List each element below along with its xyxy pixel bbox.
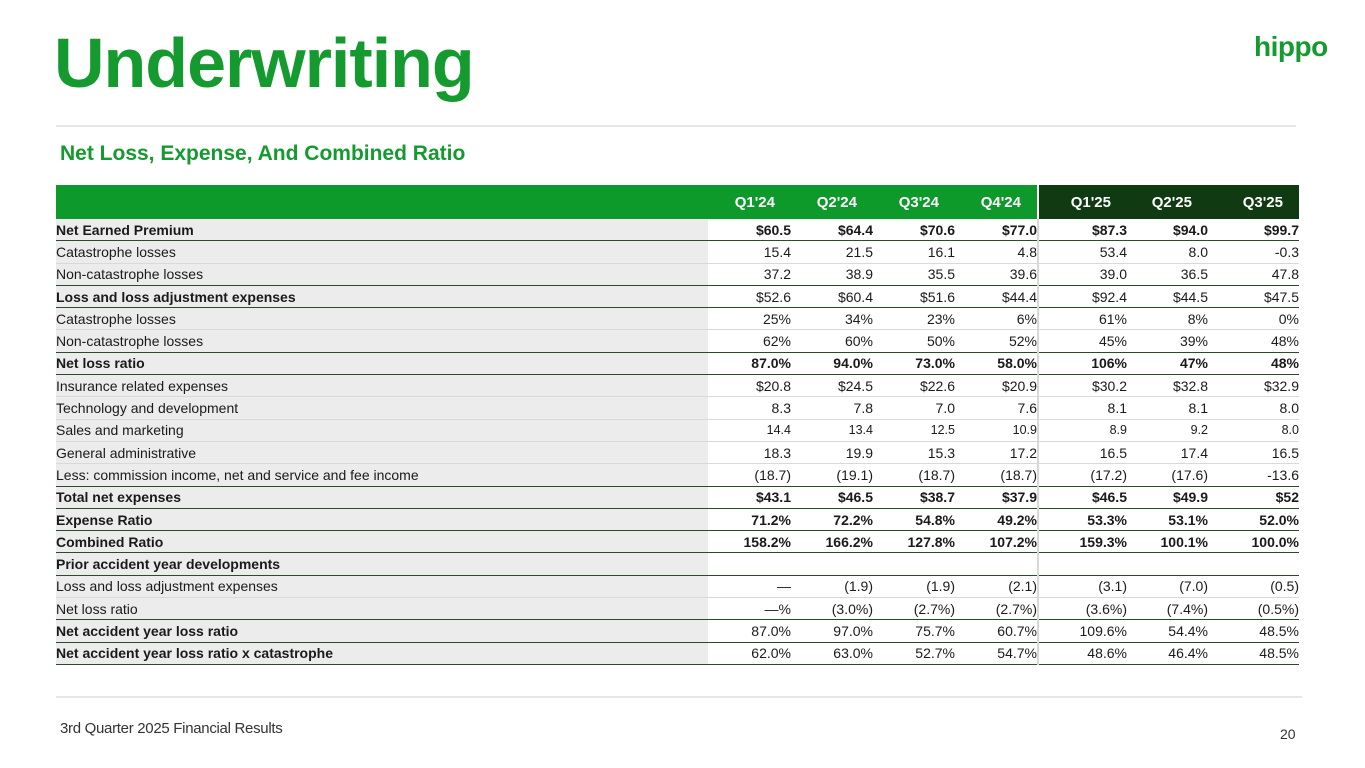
column-header: Q3'25 [1208, 185, 1299, 219]
value-cell: 48% [1208, 352, 1299, 374]
value-cell: 71.2% [708, 508, 791, 530]
row-label: Sales and marketing [56, 419, 708, 441]
value-cell: 18.3 [708, 441, 791, 463]
value-cell: 19.9 [791, 441, 873, 463]
row-label: Prior accident year developments [56, 553, 708, 575]
table-row [56, 397, 1299, 419]
value-cell: 10.9 [955, 419, 1038, 441]
value-cell: (1.9) [873, 575, 955, 597]
row-label: Insurance related expenses [56, 375, 708, 397]
table-row [56, 375, 1299, 397]
value-cell: 72.2% [791, 508, 873, 530]
table-row [56, 441, 1299, 463]
value-cell: $44.5 [1127, 285, 1208, 307]
value-cell: 8.1 [1127, 397, 1208, 419]
value-cell: (0.5) [1208, 575, 1299, 597]
value-cell: $52 [1208, 486, 1299, 508]
table-row [56, 575, 1299, 597]
value-cell: $46.5 [1038, 486, 1127, 508]
row-label: Non-catastrophe losses [56, 263, 708, 285]
table-row [56, 486, 1299, 508]
value-cell: 107.2% [955, 531, 1038, 553]
table-row [56, 308, 1299, 330]
table-row [56, 553, 1299, 575]
value-cell [791, 553, 873, 575]
value-cell: (2.1) [955, 575, 1038, 597]
table-row [56, 508, 1299, 530]
table-header-row [56, 185, 1299, 219]
value-cell: (7.4%) [1127, 598, 1208, 620]
row-label: Net loss ratio [56, 598, 708, 620]
row-label: Combined Ratio [56, 531, 708, 553]
section-subtitle: Net Loss, Expense, And Combined Ratio [60, 142, 466, 165]
value-cell: 37.2 [708, 263, 791, 285]
table-row [56, 598, 1299, 620]
value-cell: 48% [1208, 330, 1299, 352]
row-label: Loss and loss adjustment expenses [56, 575, 708, 597]
value-cell: 8.3 [708, 397, 791, 419]
value-cell: (19.1) [791, 464, 873, 486]
value-cell: 45% [1038, 330, 1127, 352]
value-cell [1127, 553, 1208, 575]
value-cell: 14.4 [708, 419, 791, 441]
value-cell: 62% [708, 330, 791, 352]
value-cell: 38.9 [791, 263, 873, 285]
value-cell: -13.6 [1208, 464, 1299, 486]
value-cell: 94.0% [791, 352, 873, 374]
value-cell: 60% [791, 330, 873, 352]
value-cell: 48.5% [1208, 620, 1299, 642]
value-cell: 106% [1038, 352, 1127, 374]
value-cell: 54.8% [873, 508, 955, 530]
column-header: Q1'25 [1038, 185, 1127, 219]
value-cell: 50% [873, 330, 955, 352]
value-cell: 53.3% [1038, 508, 1127, 530]
value-cell: $32.9 [1208, 375, 1299, 397]
value-cell: $70.6 [873, 219, 955, 241]
value-cell: 8.9 [1038, 419, 1127, 441]
value-cell: 48.5% [1208, 642, 1299, 664]
value-cell: 7.8 [791, 397, 873, 419]
value-cell: 34% [791, 308, 873, 330]
value-cell [1038, 553, 1127, 575]
value-cell: 16.5 [1038, 441, 1127, 463]
value-cell: $44.4 [955, 285, 1038, 307]
value-cell: (3.0%) [791, 598, 873, 620]
value-cell: 35.5 [873, 263, 955, 285]
value-cell: 100.1% [1127, 531, 1208, 553]
value-cell: (0.5%) [1208, 598, 1299, 620]
value-cell: 159.3% [1038, 531, 1127, 553]
value-cell: 23% [873, 308, 955, 330]
value-cell: $46.5 [791, 486, 873, 508]
value-cell: 17.4 [1127, 441, 1208, 463]
table-row [56, 330, 1299, 352]
table-row [56, 263, 1299, 285]
value-cell [1208, 553, 1299, 575]
value-cell: 12.5 [873, 419, 955, 441]
value-cell: 62.0% [708, 642, 791, 664]
value-cell: -0.3 [1208, 241, 1299, 263]
value-cell: 54.7% [955, 642, 1038, 664]
table-row [56, 419, 1299, 441]
value-cell: 8% [1127, 308, 1208, 330]
value-cell: 87.0% [708, 352, 791, 374]
value-cell: 97.0% [791, 620, 873, 642]
value-cell: 36.5 [1127, 263, 1208, 285]
value-cell: 127.8% [873, 531, 955, 553]
row-label: Net loss ratio [56, 352, 708, 374]
value-cell: 75.7% [873, 620, 955, 642]
value-cell: 8.0 [1127, 241, 1208, 263]
value-cell: $49.9 [1127, 486, 1208, 508]
value-cell: $64.4 [791, 219, 873, 241]
value-cell: (18.7) [708, 464, 791, 486]
row-label: Less: commission income, net and service and fee income [56, 464, 708, 486]
value-cell: $94.0 [1127, 219, 1208, 241]
page-title: Underwriting [54, 24, 474, 102]
table-row [56, 285, 1299, 307]
value-cell: $52.6 [708, 285, 791, 307]
value-cell: 16.1 [873, 241, 955, 263]
table-row [56, 219, 1299, 241]
row-label: Catastrophe losses [56, 308, 708, 330]
value-cell: 39.6 [955, 263, 1038, 285]
value-cell: (3.6%) [1038, 598, 1127, 620]
value-cell: 13.4 [791, 419, 873, 441]
value-cell: 60.7% [955, 620, 1038, 642]
value-cell: 87.0% [708, 620, 791, 642]
table-row [56, 464, 1299, 486]
value-cell: $87.3 [1038, 219, 1127, 241]
value-cell: 6% [955, 308, 1038, 330]
row-label: General administrative [56, 441, 708, 463]
value-cell: 16.5 [1208, 441, 1299, 463]
value-cell: $20.9 [955, 375, 1038, 397]
value-cell [955, 553, 1038, 575]
row-label: Expense Ratio [56, 508, 708, 530]
value-cell: $77.0 [955, 219, 1038, 241]
value-cell: 53.1% [1127, 508, 1208, 530]
value-cell: (18.7) [873, 464, 955, 486]
value-cell: 15.3 [873, 441, 955, 463]
value-cell: 109.6% [1038, 620, 1127, 642]
value-cell: $43.1 [708, 486, 791, 508]
value-cell: 7.0 [873, 397, 955, 419]
value-cell: (1.9) [791, 575, 873, 597]
value-cell: 52% [955, 330, 1038, 352]
value-cell: 158.2% [708, 531, 791, 553]
value-cell: 49.2% [955, 508, 1038, 530]
table-row [56, 642, 1299, 664]
value-cell: 47% [1127, 352, 1208, 374]
value-cell: —% [708, 598, 791, 620]
row-label: Net accident year loss ratio [56, 620, 708, 642]
top-divider [56, 125, 1296, 127]
value-cell: $20.8 [708, 375, 791, 397]
row-label: Non-catastrophe losses [56, 330, 708, 352]
value-cell: 48.6% [1038, 642, 1127, 664]
value-cell: 25% [708, 308, 791, 330]
value-cell: 17.2 [955, 441, 1038, 463]
value-cell: (18.7) [955, 464, 1038, 486]
row-label: Net Earned Premium [56, 219, 708, 241]
value-cell: (2.7%) [955, 598, 1038, 620]
row-label: Net accident year loss ratio x catastrophe [56, 642, 708, 664]
financial-table [56, 185, 1299, 665]
value-cell: 166.2% [791, 531, 873, 553]
value-cell: — [708, 575, 791, 597]
value-cell: $32.8 [1127, 375, 1208, 397]
value-cell: (17.2) [1038, 464, 1127, 486]
hippo-logo: hippo [1254, 31, 1328, 62]
value-cell: 8.1 [1038, 397, 1127, 419]
value-cell: 58.0% [955, 352, 1038, 374]
row-label: Total net expenses [56, 486, 708, 508]
value-cell: 8.0 [1208, 397, 1299, 419]
header-label-cell [56, 185, 708, 219]
column-header: Q2'24 [791, 185, 873, 219]
value-cell: 39% [1127, 330, 1208, 352]
value-cell [708, 553, 791, 575]
value-cell: 0% [1208, 308, 1299, 330]
value-cell: 54.4% [1127, 620, 1208, 642]
value-cell: $30.2 [1038, 375, 1127, 397]
row-label: Technology and development [56, 397, 708, 419]
value-cell: 21.5 [791, 241, 873, 263]
value-cell: $60.4 [791, 285, 873, 307]
value-cell: 63.0% [791, 642, 873, 664]
value-cell: $24.5 [791, 375, 873, 397]
value-cell: 15.4 [708, 241, 791, 263]
row-label: Catastrophe losses [56, 241, 708, 263]
value-cell: 61% [1038, 308, 1127, 330]
footer-text: 3rd Quarter 2025 Financial Results [60, 720, 283, 737]
value-cell: 4.8 [955, 241, 1038, 263]
table-row [56, 352, 1299, 374]
table-row [56, 241, 1299, 263]
value-cell: 46.4% [1127, 642, 1208, 664]
column-header: Q1'24 [708, 185, 791, 219]
value-cell [873, 553, 955, 575]
value-cell: $60.5 [708, 219, 791, 241]
value-cell: 100.0% [1208, 531, 1299, 553]
value-cell: 47.8 [1208, 263, 1299, 285]
value-cell: (7.0) [1127, 575, 1208, 597]
value-cell: 7.6 [955, 397, 1038, 419]
column-header: Q2'25 [1127, 185, 1208, 219]
value-cell: 53.4 [1038, 241, 1127, 263]
value-cell: 73.0% [873, 352, 955, 374]
value-cell: $38.7 [873, 486, 955, 508]
page-number: 20 [1280, 726, 1296, 742]
value-cell: $37.9 [955, 486, 1038, 508]
value-cell: 52.7% [873, 642, 955, 664]
value-cell: $22.6 [873, 375, 955, 397]
value-cell: 9.2 [1127, 419, 1208, 441]
column-header: Q3'24 [873, 185, 955, 219]
value-cell: $51.6 [873, 285, 955, 307]
value-cell: $99.7 [1208, 219, 1299, 241]
value-cell: 8.0 [1208, 419, 1299, 441]
row-label: Loss and loss adjustment expenses [56, 285, 708, 307]
column-header: Q4'24 [955, 185, 1038, 219]
value-cell: (3.1) [1038, 575, 1127, 597]
value-cell: (2.7%) [873, 598, 955, 620]
value-cell: (17.6) [1127, 464, 1208, 486]
value-cell: $92.4 [1038, 285, 1127, 307]
value-cell: 52.0% [1208, 508, 1299, 530]
bottom-divider [56, 696, 1302, 698]
value-cell: $47.5 [1208, 285, 1299, 307]
value-cell: 39.0 [1038, 263, 1127, 285]
table-row [56, 531, 1299, 553]
table-row [56, 620, 1299, 642]
